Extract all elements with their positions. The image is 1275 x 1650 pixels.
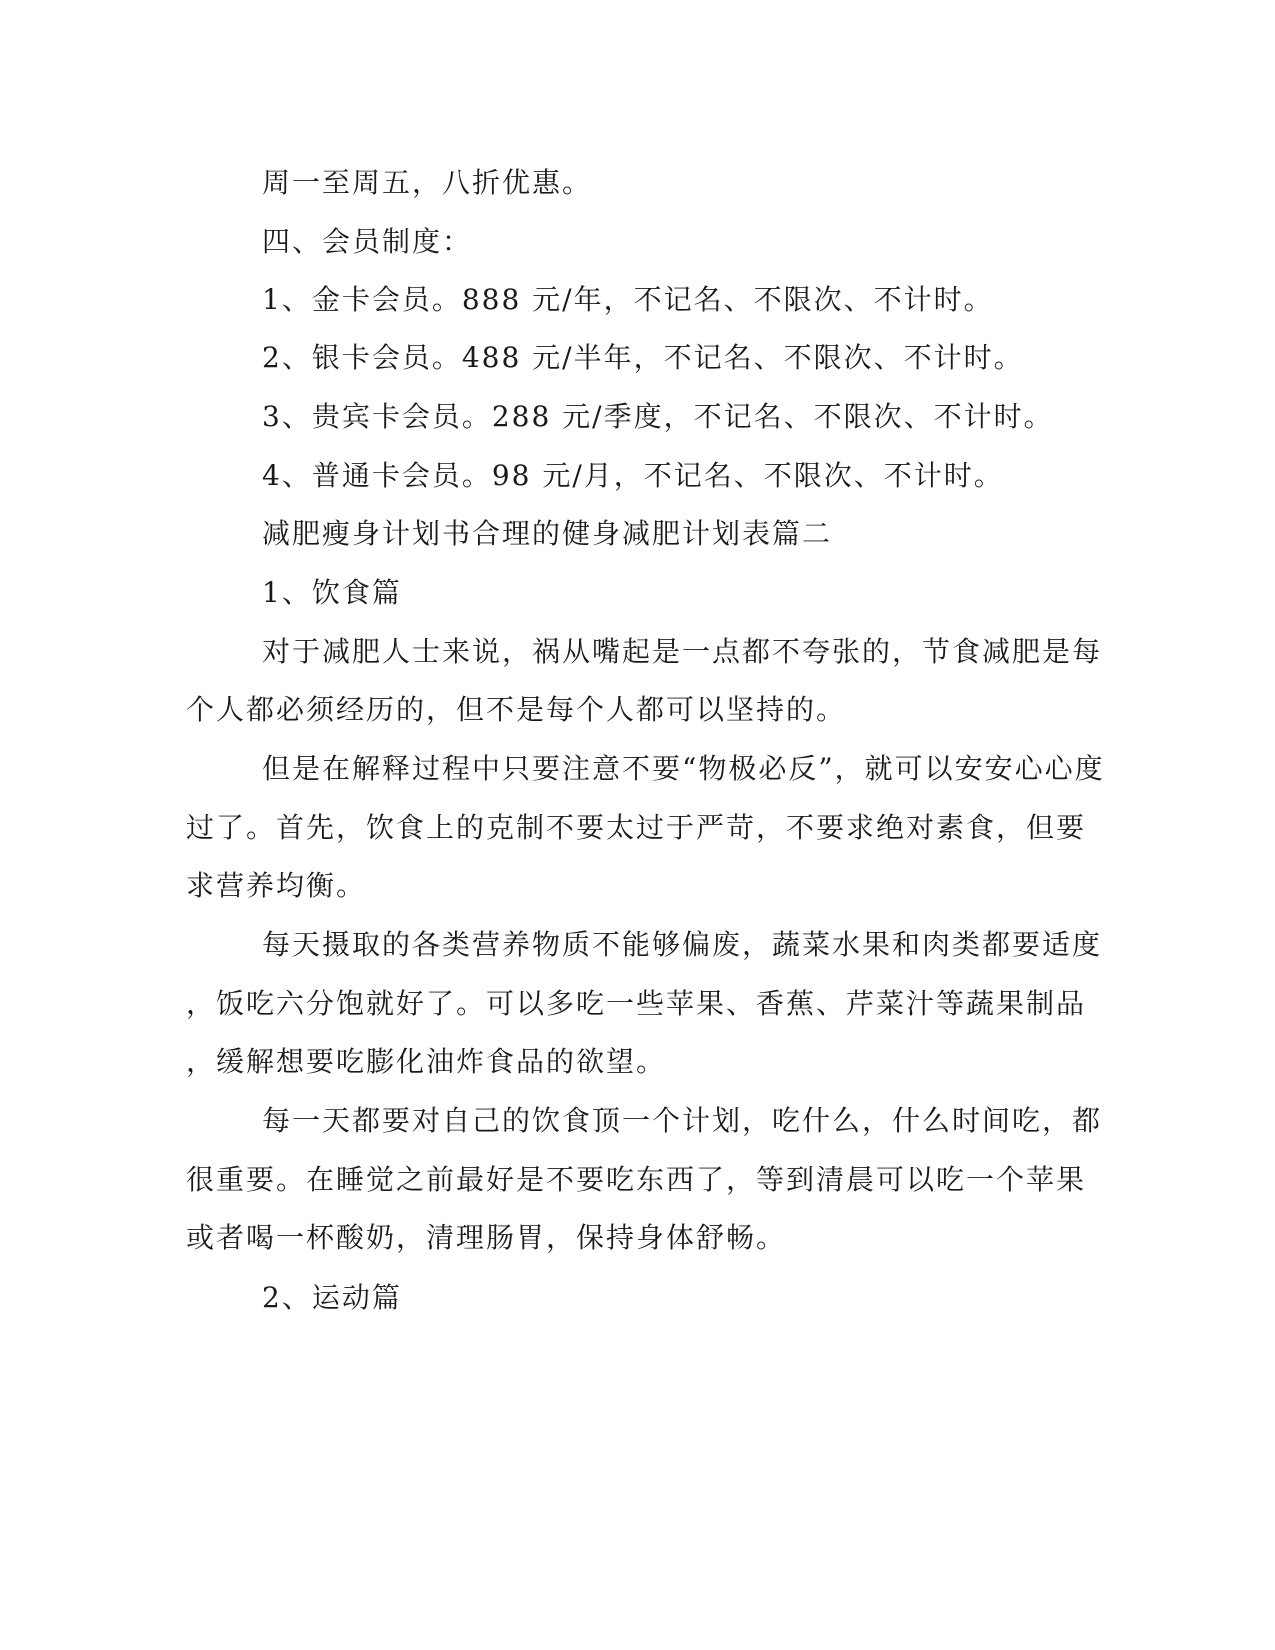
paragraph-line: ，饭吃六分饱就好了。可以多吃一些苹果、香蕉、芹菜汁等蔬果制品 xyxy=(186,987,1087,1020)
paragraph-line: 对于减肥人士来说，祸从嘴起是一点都不夸张的，节食减肥是每 xyxy=(262,635,1103,668)
paragraph-line: 过了。首先，饮食上的克制不要太过于严苛，不要求绝对素食，但要 xyxy=(186,811,1087,844)
list-item: 2、银卡会员。488 元/半年，不记名、不限次、不计时。 xyxy=(262,341,1024,374)
paragraph-line: 个人都必须经历的，但不是每个人都可以坚持的。 xyxy=(186,693,847,726)
section-heading: 1、饮食篇 xyxy=(262,576,402,609)
paragraph-line: 或者喝一杯酸奶，清理肠胃，保持身体舒畅。 xyxy=(186,1221,787,1254)
paragraph-line: 求营养均衡。 xyxy=(186,869,367,902)
paragraph-line: 周一至周五，八折优惠。 xyxy=(262,166,593,199)
article-title: 减肥瘦身计划书合理的健身减肥计划表篇二 xyxy=(262,517,833,550)
paragraph-line: 但是在解释过程中只要注意不要“物极必反”，就可以安安心心度 xyxy=(262,752,1105,785)
list-item: 3、贵宾卡会员。288 元/季度，不记名、不限次、不计时。 xyxy=(262,400,1054,433)
paragraph-line: 很重要。在睡觉之前最好是不要吃东西了，等到清晨可以吃一个苹果 xyxy=(186,1163,1087,1196)
section-heading: 四、会员制度： xyxy=(262,225,473,258)
list-item: 1、金卡会员。888 元/年，不记名、不限次、不计时。 xyxy=(262,283,994,316)
paragraph-line: ，缓解想要吃膨化油炸食品的欲望。 xyxy=(186,1045,667,1078)
section-heading: 2、运动篇 xyxy=(262,1281,402,1314)
paragraph-line: 每天摄取的各类营养物质不能够偏废，蔬菜水果和肉类都要适度 xyxy=(262,928,1103,961)
paragraph-line: 每一天都要对自己的饮食顶一个计划，吃什么，什么时间吃，都 xyxy=(262,1104,1103,1137)
list-item: 4、普通卡会员。98 元/月，不记名、不限次、不计时。 xyxy=(262,459,1004,492)
